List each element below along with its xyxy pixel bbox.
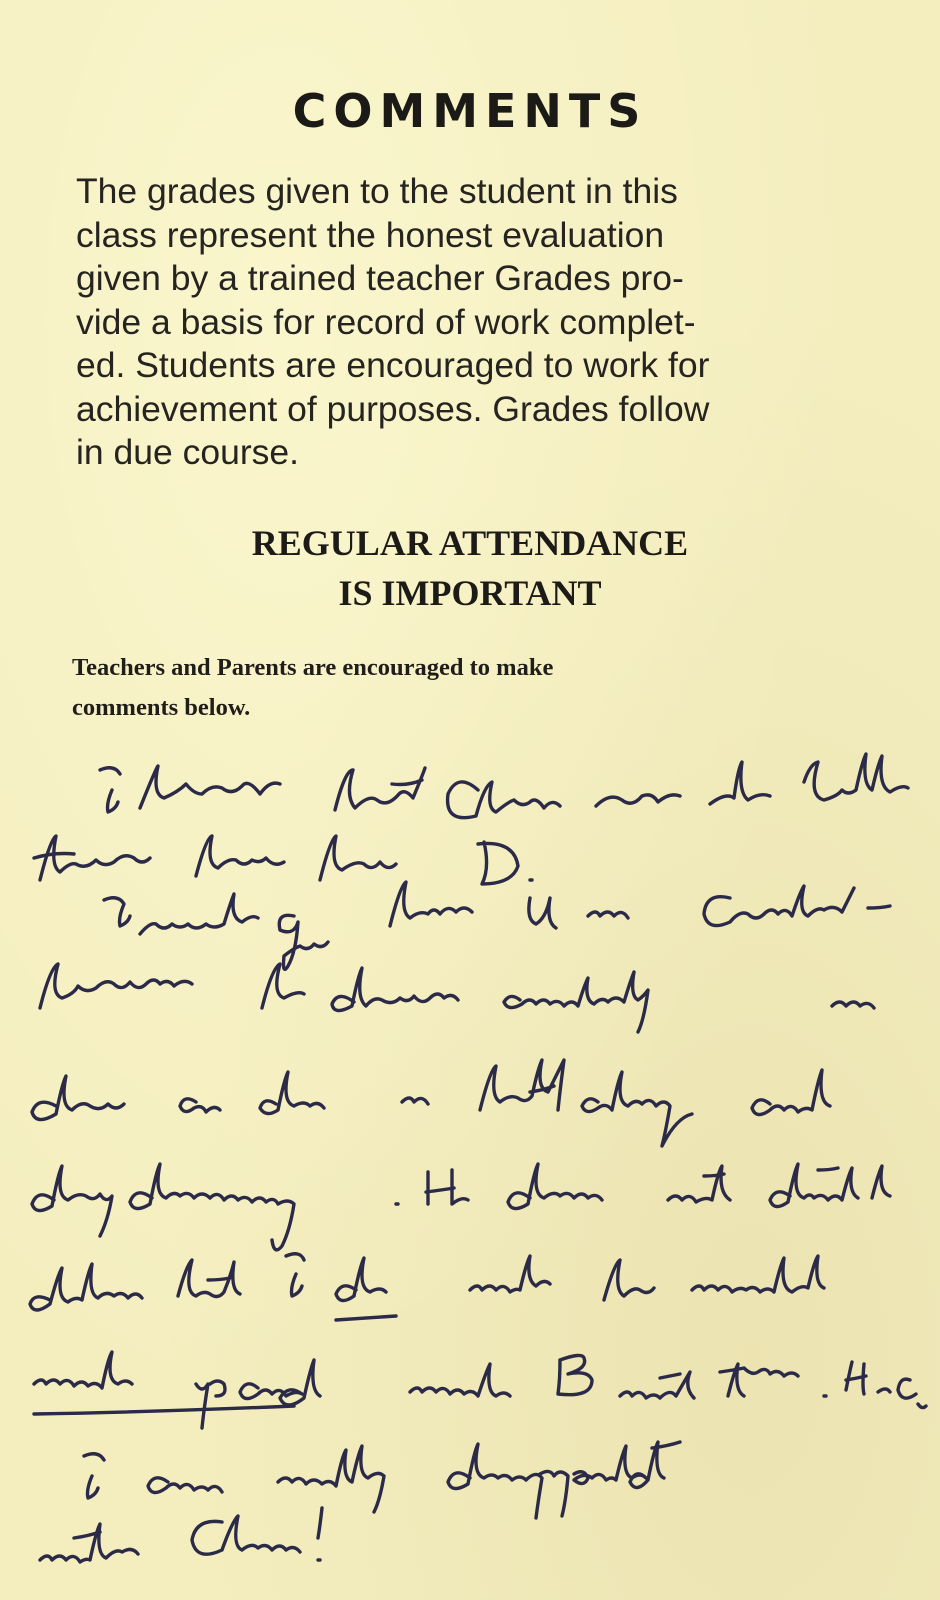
comments-instruction-line: Teachers and Parents are encouraged to make bbox=[72, 654, 554, 681]
handwriting-transcript: I am really disappointed bbox=[40, 1480, 50, 1481]
explanation-line: ed. Students are encouraged to work for bbox=[76, 345, 710, 385]
handwriting-line bbox=[30, 1254, 824, 1320]
handwriting-transcript: others but I do wish he would bbox=[40, 1290, 52, 1291]
comments-instruction-line: comments below. bbox=[72, 694, 251, 721]
handwriting-line bbox=[84, 1442, 680, 1518]
grades-explanation-paragraph bbox=[76, 170, 876, 475]
explanation-line: achievement of purposes. Grades follow bbox=[76, 388, 710, 429]
handwriting-line bbox=[32, 1060, 830, 1146]
explanation-line: The grades given to the student in this bbox=[76, 171, 678, 211]
handwriting-transcript: I know that Chris can do better bbox=[40, 790, 53, 791]
handwritten-teacher-comment bbox=[0, 730, 940, 1561]
handwriting-line bbox=[40, 964, 874, 1032]
comments-instruction bbox=[72, 648, 892, 728]
attendance-heading-line: REGULAR ATTENDANCE bbox=[251, 523, 689, 563]
handwriting-transcript: day dreaming. He does not disturb bbox=[40, 1200, 54, 1201]
explanation-line: given by a trained teacher Grades pro- bbox=[76, 258, 684, 298]
handwriting-line bbox=[100, 754, 908, 818]
handwriting-line bbox=[32, 1164, 890, 1250]
handwriting-line bbox=[34, 1352, 926, 1428]
attendance-heading-line: IS IMPORTANT bbox=[338, 573, 602, 613]
explanation-line: vide a basis for record of work complet- bbox=[76, 301, 696, 342]
handwriting-line bbox=[40, 1508, 322, 1562]
handwriting-transcript: with Chris! bbox=[40, 1560, 45, 1561]
handwriting-transcript: class or else is half asleep and bbox=[40, 1100, 52, 1101]
attendance-heading bbox=[0, 518, 940, 618]
handwriting-line bbox=[34, 836, 532, 884]
handwriting-transcript: I must give him U in Conduct bbox=[40, 920, 52, 921]
handwriting-line bbox=[104, 882, 890, 969]
handwriting-transcript: wake up and make B next time. H.C. bbox=[40, 1380, 55, 1381]
handwriting-transcript: than this low D. bbox=[40, 870, 47, 871]
explanation-line: in due course. bbox=[76, 432, 300, 472]
page-title: COMMENTS bbox=[292, 84, 648, 138]
handwriting-transcript: because he draws constantly in bbox=[40, 1000, 53, 1001]
explanation-line: class represent the honest evaluation bbox=[76, 214, 665, 255]
